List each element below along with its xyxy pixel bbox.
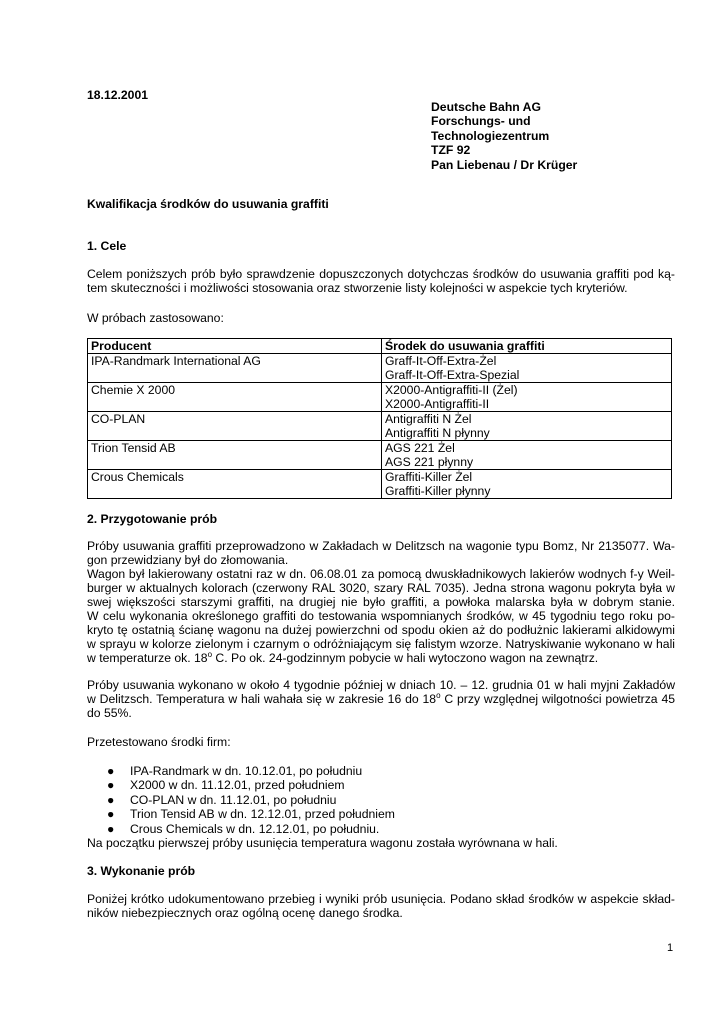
tested-firms-list	[87, 764, 395, 836]
list-item-text: Trion Tensid AB w dn. 12.12.01, przed południem	[130, 807, 395, 822]
producer-name: Crous Chemicals	[91, 470, 184, 484]
page-number: 1	[667, 942, 674, 954]
producer-name: IPA-Randmark International AG	[91, 354, 261, 368]
product-name: AGS 221 płynny	[385, 455, 474, 469]
text-fragment: w Delitzsch. Temperatura w hali wahała się w zakresie 16 do 18	[87, 692, 437, 706]
producer-cell	[88, 383, 382, 412]
address-line: TZF 92	[431, 143, 471, 158]
section-2-paragraph-2	[87, 678, 675, 720]
section-2-heading: 2. Przygotowanie prób	[87, 512, 218, 526]
product-name: X2000-Antigraffiti-II (Żel)	[385, 383, 518, 397]
text-line: Poniżej krótko udokumentowano przebieg i wyniki prób usunięcia. Podano skład środków w aspekcie skład-	[87, 892, 675, 906]
text-line: burger w aktualnych kolorach (czerwony RAL 3020, szary RAL 7035). Jedna strona wagonu pokryta była w	[87, 581, 675, 595]
product-name: Graff-It-Off-Extra-Spezial	[385, 368, 520, 382]
list-item	[87, 778, 395, 792]
text-line: Wagon był lakierowany ostatni raz w dn. 06.08.01 za pomocą dwuskładnikowych lakierów wodnych f-y Weil-	[87, 567, 675, 581]
text-line: Próby usuwania graffiti przeprowadzono w Zakładach w Delitzsch na wagonie typu Bomz, Nr 2135077. Wa-	[87, 539, 675, 553]
address-line: Deutsche Bahn AG	[431, 100, 541, 114]
producer-name: CO-PLAN	[91, 412, 146, 426]
list-item	[87, 822, 395, 836]
header-product: Środek do usuwania graffiti	[382, 339, 672, 354]
products-table	[87, 338, 672, 499]
text-line: Celem poniższych prób było sprawdzenie dopuszczonych dotychczas środków do usuwania graffiti pod ką-	[87, 267, 675, 281]
tested-intro: Przetestowano środki firm:	[87, 735, 231, 749]
producer-name: Chemie X 2000	[91, 383, 176, 397]
table-row	[88, 383, 672, 412]
degree-superscript: o	[436, 691, 441, 700]
product-name: Graffiti-Killer Żel	[385, 470, 473, 484]
table-row	[88, 441, 672, 470]
bullet-icon: ●	[107, 807, 115, 822]
bullet-icon: ●	[107, 792, 115, 807]
address-line: Technologiezentrum	[431, 128, 550, 143]
document-date: 18.12.2001	[87, 88, 148, 102]
bullet-icon: ●	[107, 764, 115, 778]
product-cell	[382, 441, 672, 470]
section-3-heading: 3. Wykonanie prób	[87, 864, 196, 878]
product-name: Antigraffiti N płynny	[385, 426, 490, 440]
text-line: swej większości starszymi graffiti, na drugiej nie było graffiti, a powłoka malarska była w dobrym stanie.	[87, 595, 675, 609]
text-line	[87, 692, 675, 706]
applied-label: W próbach zastosowano:	[87, 311, 224, 325]
producer-cell	[88, 412, 382, 441]
table-row	[88, 354, 672, 383]
section-1-heading: 1. Cele	[87, 239, 127, 253]
header-producer: Producent	[88, 339, 382, 354]
text-fragment: C przy względnej wilgotności powietrza 45	[440, 692, 675, 706]
producer-name: Trion Tensid AB	[91, 441, 176, 455]
product-name: Graffiti-Killer płynny	[385, 484, 491, 498]
text-line: gon przewidziany był do złomowania.	[87, 553, 289, 567]
list-item	[87, 807, 395, 821]
text-fragment: C. Po ok. 24-godzinnym pobycie w hali wytoczono wagon na zewnątrz.	[212, 651, 599, 665]
recipient-address	[431, 100, 577, 172]
section-2-closing: Na początku pierwszej próby usunięcia temperatura wagonu została wyrównana w hali.	[87, 836, 558, 850]
product-cell	[382, 383, 672, 412]
section-2-paragraph-1	[87, 539, 675, 665]
text-line: tem skuteczności i możliwości stosowania oraz stworzenie listy kolejności w aspekcie tych kryteriów.	[87, 281, 628, 295]
bullet-icon: ●	[107, 778, 115, 793]
list-item-text: IPA-Randmark w dn. 10.12.01, po południu	[130, 764, 363, 778]
product-name: X2000-Antigraffiti-II	[385, 397, 490, 411]
producer-cell	[88, 441, 382, 470]
product-cell	[382, 470, 672, 499]
text-line: ników niebezpiecznych oraz ogólną ocenę danego środka.	[87, 906, 403, 920]
degree-superscript: o	[207, 650, 213, 659]
text-line: do 55%.	[87, 706, 132, 720]
text-line: W celu wykonania określonego graffiti do testowania wspomnianych środków, w 45 tygodniu tego roku po-	[87, 609, 675, 623]
product-cell	[382, 354, 672, 383]
document-title: Kwalifikacja środków do usuwania graffiti	[87, 197, 329, 211]
text-fragment: w temperaturze ok. 18	[87, 651, 208, 665]
list-item	[87, 764, 395, 778]
table-row	[88, 412, 672, 441]
product-name: Graff-It-Off-Extra-Żel	[385, 354, 497, 368]
table-header-row	[88, 339, 672, 354]
section-1-intro	[87, 267, 675, 295]
address-line: Pan Liebenau / Dr Krüger	[431, 157, 578, 172]
list-item	[87, 793, 395, 807]
text-line: w sprayu w kolorze zielonym i czarnym o odróżniającym się falistym wzorze. Natryskiwanie wykonano w hali	[87, 637, 675, 651]
product-name: Antigraffiti N Żel	[385, 412, 472, 426]
product-name: AGS 221 Żel	[385, 441, 455, 455]
section-3-paragraph	[87, 892, 675, 920]
producer-cell	[88, 470, 382, 499]
list-item-text: Crous Chemicals w dn. 12.12.01, po południu.	[130, 821, 380, 836]
list-item-text: X2000 w dn. 11.12.01, przed południem	[130, 778, 345, 793]
bullet-icon: ●	[107, 821, 115, 836]
table-row	[88, 470, 672, 499]
address-line: Forschungs- und	[431, 114, 531, 129]
product-cell	[382, 412, 672, 441]
text-line: Próby usuwania wykonano w około 4 tygodnie później w dniach 10. – 12. grudnia 01 w hali myjni Zakładów	[87, 678, 675, 692]
text-line: kryto tę ostatnią ścianę wagonu na dużej powierzchni od spodu okien aż do podłużnic lakierami alkidowymi	[87, 623, 675, 637]
producer-cell	[88, 354, 382, 383]
list-item-text: CO-PLAN w dn. 11.12.01, po południu	[130, 792, 337, 807]
text-line	[87, 651, 675, 665]
